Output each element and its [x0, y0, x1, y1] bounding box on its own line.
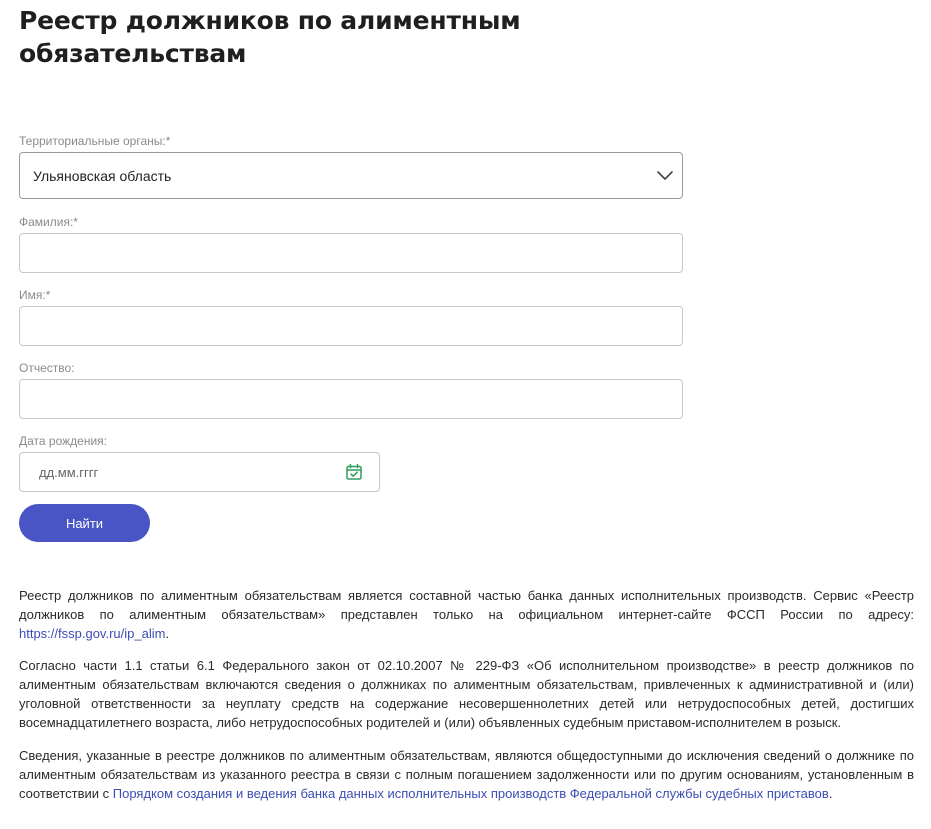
surname-label: Фамилия:*	[19, 215, 78, 229]
info-paragraph-3-text: Сведения, указанные в реестре должников по алиментным обязательствам, являются общедоступными до исключения сведений о должнике по алиментным обязательствам из указанного реестра в связи с полным погашением задолженности или по другим основаниям, установленным в соответствии с	[19, 748, 914, 801]
birthdate-placeholder: дд.мм.гггг	[39, 464, 99, 480]
name-label: Имя:*	[19, 288, 51, 302]
calendar-icon[interactable]	[345, 463, 363, 481]
patronymic-input[interactable]	[19, 379, 683, 419]
search-button[interactable]: Найти	[19, 504, 150, 542]
databank-procedure-link[interactable]: Порядком создания и ведения банка данных исполнительных производств Федеральной службы судебных приставов	[112, 786, 829, 801]
info-paragraph-1-text: Реестр должников по алиментным обязательствам является составной частью банка данных исполнительных производств. Сервис «Реестр должников по алиментным обязательствам» представлен только на официальном интернет-сайте ФССП России по адресу:	[19, 588, 914, 622]
surname-input[interactable]	[19, 233, 683, 273]
patronymic-label: Отчество:	[19, 361, 75, 375]
info-paragraph-1-end: .	[165, 626, 170, 641]
info-paragraph-3-end: .	[828, 786, 833, 801]
chevron-down-icon	[656, 167, 674, 185]
territorial-select[interactable]	[19, 152, 683, 199]
birthdate-input[interactable]	[19, 452, 380, 492]
info-paragraph-3	[19, 746, 914, 803]
fssp-ip-alim-link[interactable]: https://fssp.gov.ru/ip_alim	[19, 626, 166, 641]
page-title: Реестр должников по алиментным обязательствам	[19, 6, 521, 68]
birthdate-label: Дата рождения:	[19, 434, 107, 448]
territorial-select-value: Ульяновская область	[33, 167, 172, 184]
territorial-label: Территориальные органы:*	[19, 134, 171, 148]
info-paragraph-2	[19, 656, 914, 732]
info-paragraph-2-text: Согласно части 1.1 статьи 6.1 Федерального закон от 02.10.2007 № 229-ФЗ «Об исполнительном производстве» в реестр должников по алиментным обязательствам включаются сведения о должниках по алиментным обязательствам, привлеченных к административной и (или) уголовной ответственности за неуплату средств на содержание несовершеннолетних детей или нетрудоспособных детей, достигших восемнадцатилетнего возраста, либо нетрудоспособных родителей и (или) объявленных судебным приставом-исполнителем в розыск.	[19, 658, 914, 730]
name-input[interactable]	[19, 306, 683, 346]
info-paragraph-1	[19, 586, 914, 643]
